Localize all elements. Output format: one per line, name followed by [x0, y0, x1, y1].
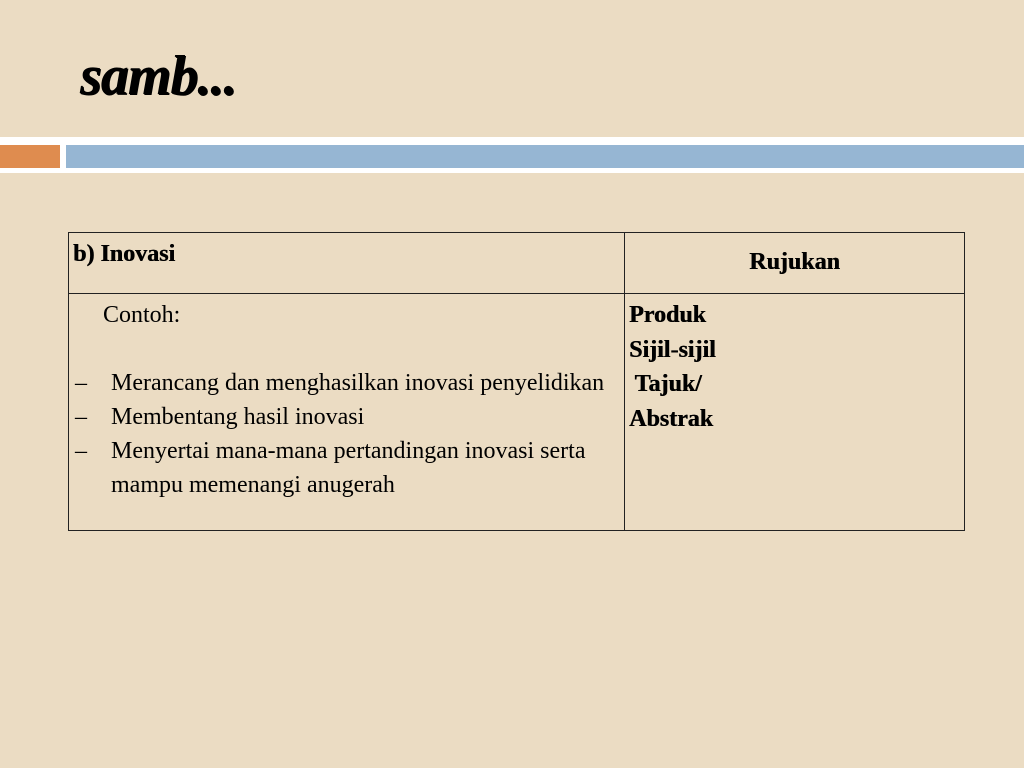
list-item-text: Menyertai mana-mana pertandingan inovasi serta mampu memenangi anugerah: [111, 438, 586, 498]
list-item: [73, 434, 618, 502]
references-cell: [624, 294, 964, 531]
list-item-text: Membentang hasil inovasi: [111, 404, 365, 430]
header-cell-rujukan: Rujukan: [624, 233, 964, 294]
reference-item: Sijil-sijil: [628, 336, 716, 363]
example-label: Contoh:: [103, 302, 181, 328]
accent-bar-blue: [66, 145, 1024, 168]
list-item: [73, 400, 618, 434]
slide-title: samb...: [80, 45, 237, 107]
reference-item: Abstrak: [628, 405, 713, 432]
reference-item: Tajuk/: [628, 371, 702, 397]
header-cell-inovasi: b) Inovasi: [69, 233, 625, 294]
examples-cell: [69, 294, 625, 531]
table-header-row: [69, 233, 965, 294]
list-item-text: Merancang dan menghasilkan inovasi penyelidikan: [111, 370, 605, 396]
list-item: [73, 366, 618, 400]
dash-bullet: –: [75, 370, 87, 396]
reference-item: Produk: [628, 302, 706, 328]
accent-bar-orange: [0, 145, 60, 168]
dash-bullet: –: [75, 404, 87, 430]
example-list: [73, 366, 618, 502]
content-table: [68, 232, 965, 531]
dash-bullet: –: [75, 438, 87, 464]
table-body-row: [69, 294, 965, 531]
